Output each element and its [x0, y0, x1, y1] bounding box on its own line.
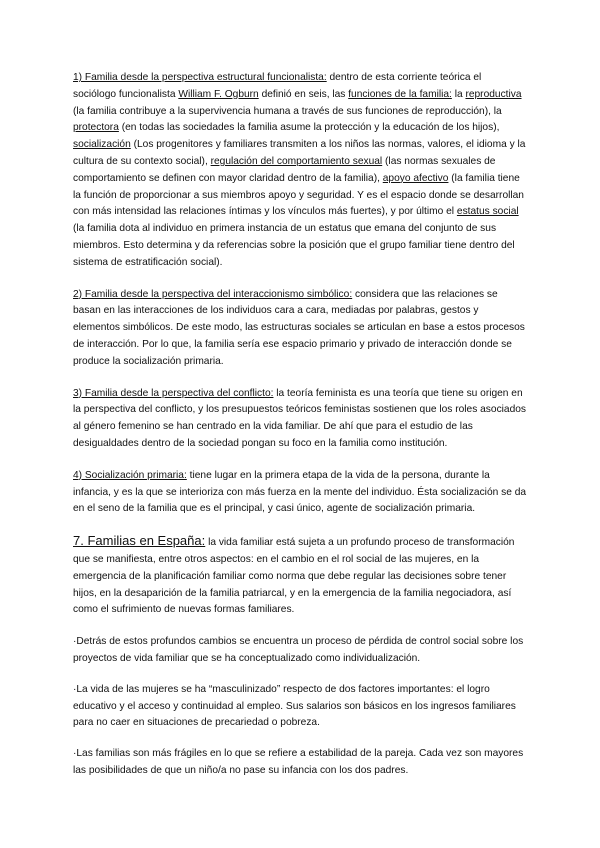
term-reproductiva: reproductiva: [465, 88, 522, 100]
body-text: (en todas las sociedades la familia asume la protección y la educación de los hijos),: [118, 122, 500, 134]
body-text: (Los progenitores y familiares transmiten a los niños las normas, valores, el idioma y la cultura de su contexto social),: [73, 139, 526, 167]
body-text: considera que las relaciones se basan en las interacciones de los individuos cara a cara, mediadas por palabras, gestos y elementos simbólicos. De este modo, las estructuras sociales se articulan en base a estos procesos de interacción. Por lo que, la familia sería ese espacio primario y privado de interacción donde se produce la socialización primaria.: [73, 288, 525, 367]
section-structural-functionalism: [73, 70, 527, 272]
body-text: (las normas sexuales de comportamiento se definen con mayor claridad dentro de la familia),: [73, 155, 496, 184]
body-text: (la familia tiene la función de proporcionar a sus miembros apoyo y seguridad. Y es el espacio donde se desarrollan con más intensidad las relaciones íntimas y los vínculos más fuertes), y por último el: [73, 172, 524, 218]
bullet-individualization: ·Detrás de estos profundos cambios se encuentra un proceso de pérdida de control social sobre los proyectos de vida familiar que se ha conceptualizado como individualización.: [73, 636, 524, 664]
section-primary-socialization: [73, 468, 527, 518]
section-conflict: [73, 386, 527, 453]
section-heading: 1) Familia desde la perspectiva estructural funcionalista:: [73, 72, 327, 83]
body-text: (la familia dota al individuo en primera instancia de un estatus que emana del conjunto de sus miembros. Esto determina y da referencias sobre la posición que el grupo familiar tiene dentro del sistema de estratificación social).: [73, 223, 515, 268]
body-text: la: [451, 88, 466, 100]
body-text: la vida familiar está sujeta a un profundo proceso de transformación que se manifiesta, entre otros aspectos: en el cambio en el rol social de las mujeres, en la emergencia de la planificación familiar como norma que debe regular las decisiones sobre tener hijos, en la desaparición de la familia patriarcal, y en la emergencia de la familia negociadora, así como el sufrimiento de nuevas formas familiares.: [73, 537, 515, 616]
term-regulacion: regulación del comportamiento sexual: [210, 155, 383, 167]
term-apoyo: apoyo afectivo: [382, 172, 449, 184]
term-protectora: protectora: [73, 122, 119, 134]
term-funciones: funciones de la familia:: [348, 88, 452, 100]
section-families-spain: [73, 533, 527, 619]
section-heading: 4) Socialización primaria:: [73, 469, 187, 481]
section-symbolic-interactionism: [73, 287, 527, 371]
body-text: la teoría feminista es una teoría que tiene su origen en la perspectiva del conflicto, y los presupuestos teóricos feministas sostienen que los roles asociados al género femenino se han centrado en la vida familiar. De ahí que para el estudio de las desigualdades dentro de la sociedad pongan su foco en la familia como institución.: [73, 387, 527, 449]
section-heading: 2) Familia desde la perspectiva del interaccionismo simbólico:: [73, 288, 353, 300]
term-socializacion: socialización: [73, 139, 131, 151]
body-text: definió en seis, las: [258, 88, 349, 100]
body-text: tiene lugar en la primera etapa de la vida de la persona, durante la infancia, y es la que se interioriza con más fuerza en la mente del individuo. Ésta socialización se da en el seno de la familia que es el principal, y casi único, agente de socialización primaria.: [73, 469, 527, 515]
term-estatus: estatus social: [456, 206, 519, 218]
bullet-women-masculinized: ·La vida de las mujeres se ha “masculinizado” respecto de dos factores importantes: el logro educativo y el acceso y continuidad al empleo. Sus salarios son básicos en los ingresos familiares para no caer en situaciones de precariedad o pobreza.: [73, 683, 516, 729]
bullet-fragile-families: ·Las familias son más frágiles en lo que se refiere a estabilidad de la pareja. Cada vez son mayores las posibilidades de que un niño/a no pase su infancia con los dos padres.: [73, 748, 524, 776]
section-heading: 7. Familias en España:: [73, 533, 206, 549]
section-heading: 3) Familia desde la perspectiva del conflicto:: [73, 387, 274, 399]
term-ogburn: William F. Ogburn: [178, 88, 259, 100]
body-text: (la familia contribuye a la supervivencia humana a través de sus funciones de reproducción), la: [73, 105, 502, 117]
body-text: dentro de esta corriente teórica el sociólogo funcionalista: [73, 72, 482, 100]
